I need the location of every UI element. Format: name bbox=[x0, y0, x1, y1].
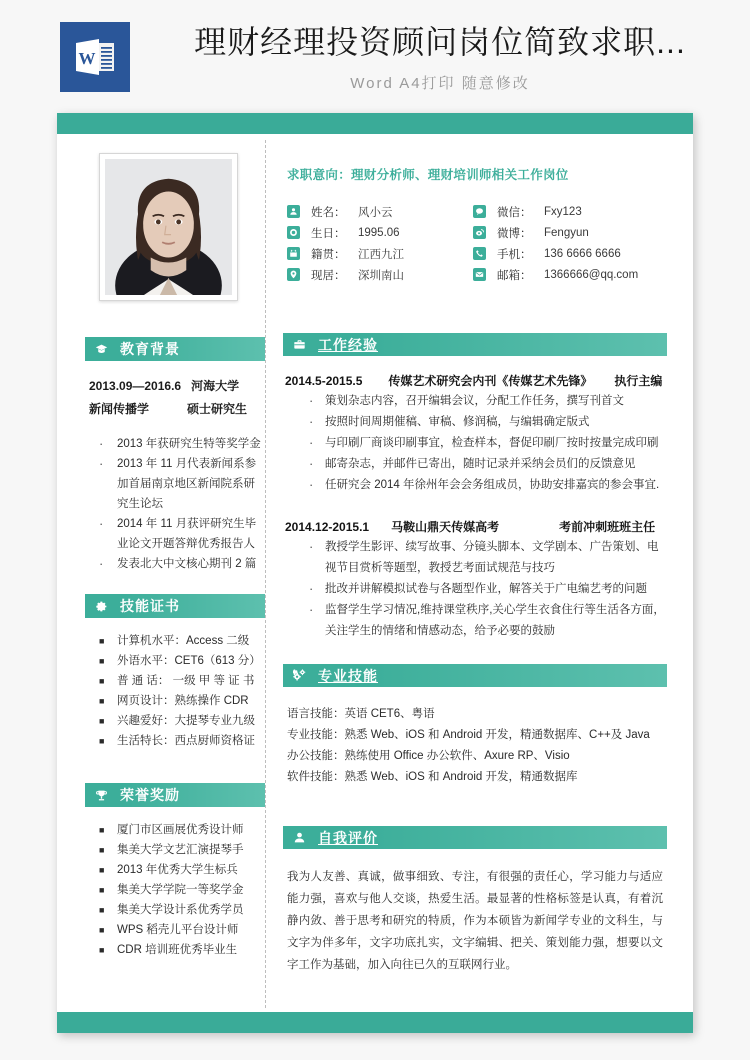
gears-icon bbox=[292, 668, 307, 683]
bullet-square-icon: ■ bbox=[99, 925, 105, 935]
trophy-icon bbox=[94, 788, 109, 803]
wechat-icon bbox=[473, 205, 486, 218]
bullet-dot-icon: · bbox=[309, 581, 314, 596]
contact-row-residence bbox=[287, 264, 473, 285]
bullet-square-icon: ■ bbox=[99, 656, 105, 666]
contact-label: 邮箱： bbox=[497, 269, 532, 282]
list-item: · 2013 年获研究生特等奖学金 bbox=[85, 434, 265, 454]
section-certificates bbox=[85, 594, 265, 751]
job-item-list bbox=[283, 537, 667, 642]
contact-label: 籍贯： bbox=[311, 248, 346, 261]
bullet-dot-icon: · bbox=[309, 435, 314, 450]
skill-line: 办公技能：熟练使用 Office 办公软件、Axure RP、Visio bbox=[287, 750, 570, 762]
section-header-education bbox=[85, 337, 265, 361]
word-logo-icon bbox=[60, 22, 130, 92]
contact-value: 1366666@qq.com bbox=[544, 268, 639, 281]
bullet-square-icon: ■ bbox=[99, 716, 105, 726]
list-item: · 发表北大中文核心期刊 2 篇 bbox=[85, 554, 265, 574]
contact-value: 江西九江 bbox=[358, 248, 404, 261]
section-title-work: 工作经验 bbox=[318, 336, 378, 353]
contact-label: 姓名： bbox=[311, 206, 346, 219]
list-item: · 教授学生影评、续写故事、分镜头脚本、文学剧本、广告策划、电视节目赏析等题型，教授艺考面试规范与技巧 bbox=[309, 539, 659, 574]
list-item: · 与印刷厂商谈印刷事宜，检查样本，督促印刷厂按时按量完成印刷 bbox=[283, 433, 667, 454]
user-icon bbox=[292, 830, 307, 845]
list-item: ■ 计算机水平：Access 二级 bbox=[85, 631, 265, 651]
document-title: 理财经理投资顾问岗位简致求职... bbox=[194, 24, 686, 60]
mail-icon bbox=[473, 268, 486, 281]
contact-label: 手机： bbox=[497, 248, 532, 261]
skill-line: 专业技能：熟悉 Web、iOS 和 Android 开发，精通数据库、C++及 Java bbox=[287, 729, 650, 741]
job-header: 2014.5-2015.5 传媒艺术研究会内刊《传媒艺术先锋》 执行主编 bbox=[285, 374, 663, 388]
bullet-dot-icon: · bbox=[309, 602, 314, 617]
weibo-icon bbox=[473, 226, 486, 239]
profile-photo-frame bbox=[99, 153, 238, 301]
list-item: ■ WPS 稻壳儿平台设计师 bbox=[85, 920, 265, 940]
section-honors bbox=[85, 783, 265, 960]
professional-skill-lines bbox=[287, 704, 667, 788]
list-item: ■ CDR 培训班优秀毕业生 bbox=[85, 940, 265, 960]
contact-label: 生日： bbox=[311, 227, 346, 240]
left-column bbox=[85, 143, 265, 960]
svg-text:W: W bbox=[78, 49, 96, 68]
list-item: · 批改并讲解模拟试卷与各题型作业，解答关于广电编艺考的问题 bbox=[283, 579, 667, 600]
bullet-dot-icon: · bbox=[309, 393, 314, 408]
profile-photo bbox=[105, 159, 232, 295]
clock-icon bbox=[287, 226, 300, 239]
contact-value: 深圳南山 bbox=[358, 269, 404, 282]
list-item: ■ 生活特长：西点厨师资格证 bbox=[85, 731, 265, 751]
contact-row-phone bbox=[473, 243, 667, 264]
bullet-square-icon: ■ bbox=[99, 696, 105, 706]
list-item: ■ 外语水平：CET6（613 分） bbox=[85, 651, 265, 671]
self-evaluation-text: 我为人友善、真诚，做事细致、专注，有很强的责任心，学习能力与适应能力强，喜欢与他人交谈，热爱生活。最显著的性格标签是认真，有着沉静内敛、善于思考和研究的特质，作为本硕皆为新闻学专业的文科生，与文字为伴多年，文字功底扎实，文字编辑、把关、策划能力强，想要以文字工作为基础，加入向往已久的互联网行业。 bbox=[287, 871, 663, 971]
contact-value: Fxy123 bbox=[544, 205, 582, 218]
section-self-evaluation bbox=[283, 826, 667, 976]
right-column bbox=[283, 143, 667, 976]
list-item: ■ 兴趣爱好：大提琴专业九级 bbox=[85, 711, 265, 731]
bullet-dot-icon: · bbox=[99, 556, 104, 571]
graduation-icon bbox=[94, 342, 109, 357]
bullet-square-icon: ■ bbox=[99, 676, 105, 686]
list-item: · 监督学生学习情况,维持课堂秩序,关心学生衣食住行等生活各方面，关注学生的情绪和情感动态，给予必要的鼓励 bbox=[309, 602, 665, 637]
bullet-dot-icon: · bbox=[309, 539, 314, 554]
certificate-item-list bbox=[85, 631, 265, 751]
section-header-pro-skills bbox=[283, 664, 667, 687]
bullet-square-icon: ■ bbox=[99, 885, 105, 895]
title-block bbox=[140, 20, 740, 93]
section-education bbox=[85, 337, 265, 574]
contact-row-birthday bbox=[287, 222, 473, 243]
list-item: · 2014 年 11 月获评研究生毕业论文开题答辩优秀报告人 bbox=[99, 516, 257, 550]
phone-icon bbox=[473, 247, 486, 260]
job-objective: 求职意向：理财分析师、理财培训师相关工作岗位 bbox=[287, 168, 569, 182]
gear-icon bbox=[94, 599, 109, 614]
section-professional-skills bbox=[283, 664, 667, 788]
bullet-square-icon: ■ bbox=[99, 865, 105, 875]
list-item: · 按照时间周期催稿、审稿、修润稿，与编辑确定版式 bbox=[283, 412, 667, 433]
section-header-work bbox=[283, 333, 667, 356]
bullet-square-icon: ■ bbox=[99, 636, 105, 646]
resume-page bbox=[57, 113, 693, 1033]
education-item-list bbox=[85, 434, 265, 574]
section-work-experience bbox=[283, 333, 667, 642]
contact-info-grid bbox=[287, 201, 667, 285]
bullet-dot-icon: · bbox=[99, 456, 104, 471]
contact-row-hometown bbox=[287, 243, 473, 264]
section-header-self-evaluation bbox=[283, 826, 667, 849]
list-item: · 任研究会 2014 年徐州年会会务组成员，协助安排嘉宾的参会事宜. bbox=[283, 475, 667, 496]
list-item: · 策划杂志内容，召开编辑会议，分配工作任务，撰写刊首文 bbox=[283, 391, 667, 412]
section-title-honors: 荣誉奖励 bbox=[120, 787, 180, 803]
job-item-list bbox=[283, 391, 667, 496]
contact-row-wechat bbox=[473, 201, 667, 222]
person-icon bbox=[287, 205, 300, 218]
contact-value: 1995.06 bbox=[358, 226, 400, 239]
contact-row-weibo bbox=[473, 222, 667, 243]
contact-row-email bbox=[473, 264, 667, 285]
list-item: ■ 集美大学学院一等奖学金 bbox=[85, 880, 265, 900]
briefcase-icon bbox=[292, 337, 307, 352]
contact-label: 现居： bbox=[311, 269, 346, 282]
column-divider bbox=[265, 140, 266, 1008]
bullet-square-icon: ■ bbox=[99, 945, 105, 955]
section-title-education: 教育背景 bbox=[120, 341, 180, 357]
section-header-honors bbox=[85, 783, 265, 807]
bullet-square-icon: ■ bbox=[99, 845, 105, 855]
job-header: 2014.12-2015.1 马鞍山鼎天传媒高考 考前冲刺班班主任 bbox=[285, 520, 656, 534]
calendar-icon bbox=[287, 247, 300, 260]
skill-line: 语言技能：英语 CET6、粤语 bbox=[287, 708, 435, 720]
contact-row-name bbox=[287, 201, 473, 222]
section-title-self-evaluation: 自我评价 bbox=[318, 829, 378, 846]
section-header-certificates bbox=[85, 594, 265, 618]
location-icon bbox=[287, 268, 300, 281]
page-top-accent-bar bbox=[57, 113, 693, 134]
education-degree-line: 2013.09—2016.6 河海大学 新闻传播学 硕士研究生 bbox=[89, 379, 248, 416]
list-item: ■ 集美大学文艺汇演提琴手 bbox=[85, 840, 265, 860]
document-subtitle: Word A4打印 随意修改 bbox=[350, 75, 530, 92]
bullet-square-icon: ■ bbox=[99, 736, 105, 746]
contact-label: 微博： bbox=[497, 227, 532, 240]
list-item: ■ 厦门市区画展优秀设计师 bbox=[85, 820, 265, 840]
bullet-dot-icon: · bbox=[99, 436, 104, 451]
bullet-square-icon: ■ bbox=[99, 825, 105, 835]
bullet-dot-icon: · bbox=[309, 414, 314, 429]
contact-label: 微信： bbox=[497, 206, 532, 219]
list-item: · 2013 年 11 月代表新闻系参加首届南京地区新闻院系研究生论坛 bbox=[99, 456, 257, 510]
contact-value: 风小云 bbox=[358, 206, 393, 219]
list-item: ■ 集美大学设计系优秀学员 bbox=[85, 900, 265, 920]
list-item: · 邮寄杂志，并邮件已寄出，随时记录并采纳会员们的反馈意见 bbox=[283, 454, 667, 475]
bullet-dot-icon: · bbox=[309, 477, 314, 492]
section-title-pro-skills: 专业技能 bbox=[318, 667, 378, 684]
list-item: ■ 普 通 话： 一级 甲 等 证 书 bbox=[85, 671, 265, 691]
skill-line: 软件技能：熟悉 Web、iOS 和 Android 开发，精通数据库 bbox=[287, 771, 578, 783]
contact-value: Fengyun bbox=[544, 226, 589, 239]
list-item: ■ 网页设计：熟练操作 CDR bbox=[85, 691, 265, 711]
honor-item-list bbox=[85, 820, 265, 960]
document-header bbox=[0, 0, 750, 112]
page-bottom-accent-bar bbox=[57, 1012, 693, 1033]
section-title-certificates: 技能证书 bbox=[120, 598, 180, 614]
list-item: ■ 2013 年优秀大学生标兵 bbox=[85, 860, 265, 880]
contact-value: 136 6666 6666 bbox=[544, 247, 621, 260]
bullet-dot-icon: · bbox=[309, 456, 314, 471]
bullet-square-icon: ■ bbox=[99, 905, 105, 915]
bullet-dot-icon: · bbox=[99, 516, 104, 531]
